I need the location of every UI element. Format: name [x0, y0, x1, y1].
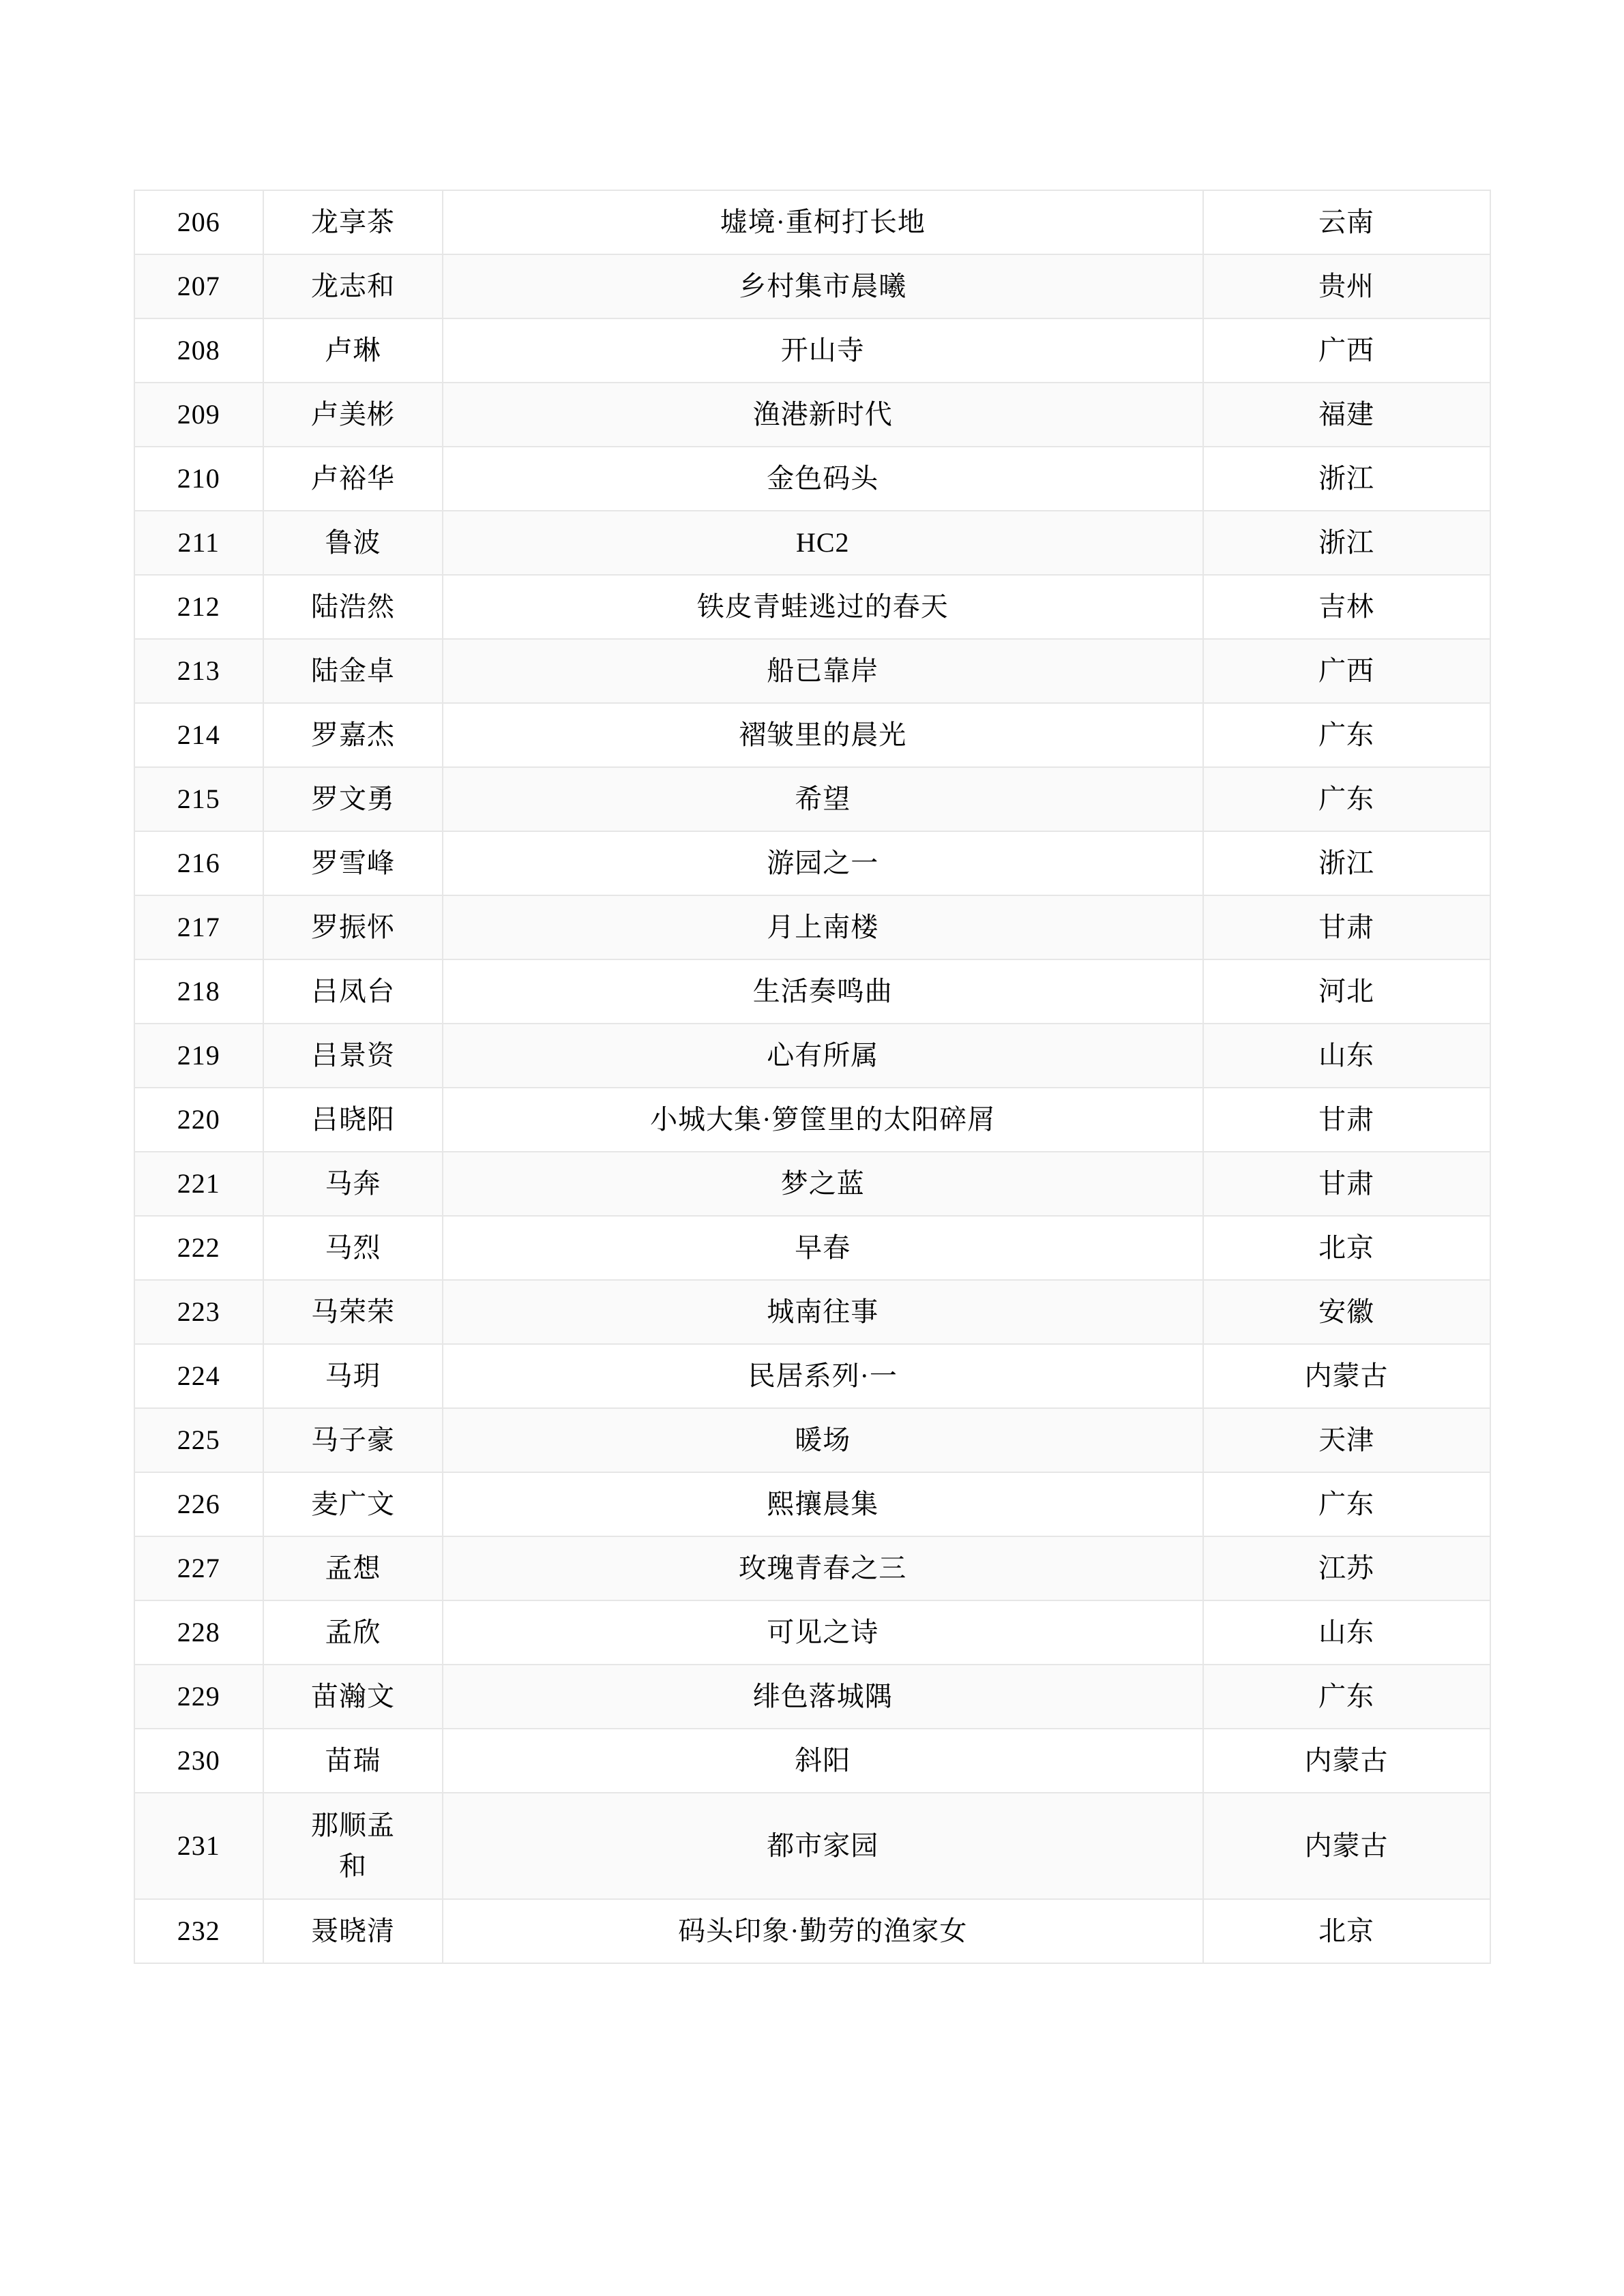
cell-index: 228: [134, 1600, 264, 1665]
cell-index: 211: [134, 511, 264, 575]
cell-index: 223: [134, 1280, 264, 1344]
cell-author: 孟想: [263, 1536, 443, 1600]
cell-title: 金色码头: [443, 447, 1203, 511]
cell-title: 码头印象·勤劳的渔家女: [443, 1899, 1203, 1963]
cell-author: 罗文勇: [263, 767, 443, 831]
cell-author: 龙享茶: [263, 190, 443, 254]
cell-region: 贵州: [1203, 254, 1490, 318]
cell-region: 广东: [1203, 1665, 1490, 1729]
table-row: [134, 895, 1490, 959]
cell-author: 马子豪: [263, 1408, 443, 1472]
cell-region: 广西: [1203, 639, 1490, 703]
cell-title: 熙攘晨集: [443, 1472, 1203, 1536]
cell-title: 乡村集市晨曦: [443, 254, 1203, 318]
cell-index: 226: [134, 1472, 264, 1536]
table-row: [134, 383, 1490, 447]
cell-title: 早春: [443, 1216, 1203, 1280]
table-row: [134, 1088, 1490, 1152]
cell-author: 孟欣: [263, 1600, 443, 1665]
cell-region: 云南: [1203, 190, 1490, 254]
cell-region: 广西: [1203, 318, 1490, 383]
cell-title: 褶皱里的晨光: [443, 703, 1203, 767]
cell-region: 浙江: [1203, 831, 1490, 895]
cell-title: 梦之蓝: [443, 1152, 1203, 1216]
cell-index: 227: [134, 1536, 264, 1600]
cell-title: 斜阳: [443, 1729, 1203, 1793]
cell-title: 铁皮青蛙逃过的春天: [443, 575, 1203, 639]
cell-author: 聂晓清: [263, 1899, 443, 1963]
cell-region: 广东: [1203, 703, 1490, 767]
cell-title: 墟境·重柯打长地: [443, 190, 1203, 254]
entries-table-body: [134, 190, 1490, 1963]
cell-region: 北京: [1203, 1216, 1490, 1280]
table-row: [134, 447, 1490, 511]
cell-index: 232: [134, 1899, 264, 1963]
table-row: [134, 1280, 1490, 1344]
table-row: [134, 767, 1490, 831]
cell-title: 希望: [443, 767, 1203, 831]
cell-region: 内蒙古: [1203, 1729, 1490, 1793]
cell-region: 浙江: [1203, 511, 1490, 575]
cell-title: 渔港新时代: [443, 383, 1203, 447]
table-row: [134, 1536, 1490, 1600]
cell-title: 城南往事: [443, 1280, 1203, 1344]
cell-author: 苗瑞: [263, 1729, 443, 1793]
cell-author: 罗嘉杰: [263, 703, 443, 767]
cell-index: 224: [134, 1344, 264, 1408]
cell-index: 220: [134, 1088, 264, 1152]
cell-index: 210: [134, 447, 264, 511]
cell-region: 北京: [1203, 1899, 1490, 1963]
cell-title: 可见之诗: [443, 1600, 1203, 1665]
cell-author: 陆金卓: [263, 639, 443, 703]
cell-index: 214: [134, 703, 264, 767]
cell-title: 船已靠岸: [443, 639, 1203, 703]
cell-region: 广东: [1203, 767, 1490, 831]
cell-index: 213: [134, 639, 264, 703]
cell-title: 都市家园: [443, 1793, 1203, 1899]
cell-index: 222: [134, 1216, 264, 1280]
cell-author: 龙志和: [263, 254, 443, 318]
cell-index: 207: [134, 254, 264, 318]
cell-index: 230: [134, 1729, 264, 1793]
cell-title: 生活奏鸣曲: [443, 959, 1203, 1024]
cell-title: 民居系列·一: [443, 1344, 1203, 1408]
table-row: [134, 190, 1490, 254]
cell-author: 马烈: [263, 1216, 443, 1280]
cell-region: 天津: [1203, 1408, 1490, 1472]
cell-author: 吕景资: [263, 1024, 443, 1088]
cell-author: 罗雪峰: [263, 831, 443, 895]
cell-region: 甘肃: [1203, 1152, 1490, 1216]
cell-region: 甘肃: [1203, 1088, 1490, 1152]
cell-index: 212: [134, 575, 264, 639]
table-row: [134, 511, 1490, 575]
cell-region: 安徽: [1203, 1280, 1490, 1344]
table-row: [134, 1600, 1490, 1665]
cell-index: 219: [134, 1024, 264, 1088]
cell-index: 216: [134, 831, 264, 895]
cell-region: 山东: [1203, 1600, 1490, 1665]
table-row: [134, 639, 1490, 703]
cell-title: 玫瑰青春之三: [443, 1536, 1203, 1600]
cell-author: 卢美彬: [263, 383, 443, 447]
table-row: [134, 1152, 1490, 1216]
cell-title: 暖场: [443, 1408, 1203, 1472]
cell-title: 游园之一: [443, 831, 1203, 895]
cell-title: 小城大集·箩筐里的太阳碎屑: [443, 1088, 1203, 1152]
cell-title: 月上南楼: [443, 895, 1203, 959]
cell-index: 206: [134, 190, 264, 254]
cell-region: 广东: [1203, 1472, 1490, 1536]
cell-region: 内蒙古: [1203, 1344, 1490, 1408]
table-row: [134, 703, 1490, 767]
table-row: [134, 318, 1490, 383]
cell-index: 215: [134, 767, 264, 831]
entries-table: [134, 190, 1491, 1964]
table-container: [134, 190, 1491, 1964]
cell-index: 229: [134, 1665, 264, 1729]
cell-author: 吕凤台: [263, 959, 443, 1024]
cell-author: 苗瀚文: [263, 1665, 443, 1729]
cell-region: 内蒙古: [1203, 1793, 1490, 1899]
cell-index: 209: [134, 383, 264, 447]
cell-region: 甘肃: [1203, 895, 1490, 959]
cell-author: 卢裕华: [263, 447, 443, 511]
cell-author: [263, 1793, 443, 1899]
cell-index: 208: [134, 318, 264, 383]
table-row: [134, 1024, 1490, 1088]
cell-region: 吉林: [1203, 575, 1490, 639]
cell-index: 218: [134, 959, 264, 1024]
table-row: [134, 959, 1490, 1024]
cell-region: 福建: [1203, 383, 1490, 447]
table-row: [134, 1344, 1490, 1408]
cell-author: 陆浩然: [263, 575, 443, 639]
cell-region: 山东: [1203, 1024, 1490, 1088]
table-row: [134, 1729, 1490, 1793]
cell-author: 马玥: [263, 1344, 443, 1408]
table-row: [134, 1408, 1490, 1472]
cell-title: 心有所属: [443, 1024, 1203, 1088]
table-row: [134, 1899, 1490, 1963]
cell-author: 卢琳: [263, 318, 443, 383]
cell-author-text: 那顺孟和: [310, 1810, 395, 1881]
table-row: [134, 1472, 1490, 1536]
cell-author: 麦广文: [263, 1472, 443, 1536]
table-row: [134, 831, 1490, 895]
cell-region: 浙江: [1203, 447, 1490, 511]
table-row: [134, 1665, 1490, 1729]
table-row: [134, 575, 1490, 639]
cell-index: 231: [134, 1793, 264, 1899]
cell-index: 221: [134, 1152, 264, 1216]
cell-author: 吕晓阳: [263, 1088, 443, 1152]
cell-title: 开山寺: [443, 318, 1203, 383]
cell-region: 河北: [1203, 959, 1490, 1024]
cell-index: 225: [134, 1408, 264, 1472]
cell-author: 鲁波: [263, 511, 443, 575]
cell-title: HC2: [443, 511, 1203, 575]
table-row: [134, 1793, 1490, 1899]
table-row: [134, 254, 1490, 318]
cell-title: 绯色落城隅: [443, 1665, 1203, 1729]
table-row: [134, 1216, 1490, 1280]
cell-region: 江苏: [1203, 1536, 1490, 1600]
cell-author: 马奔: [263, 1152, 443, 1216]
cell-index: 217: [134, 895, 264, 959]
cell-author: 马荣荣: [263, 1280, 443, 1344]
cell-author: 罗振怀: [263, 895, 443, 959]
